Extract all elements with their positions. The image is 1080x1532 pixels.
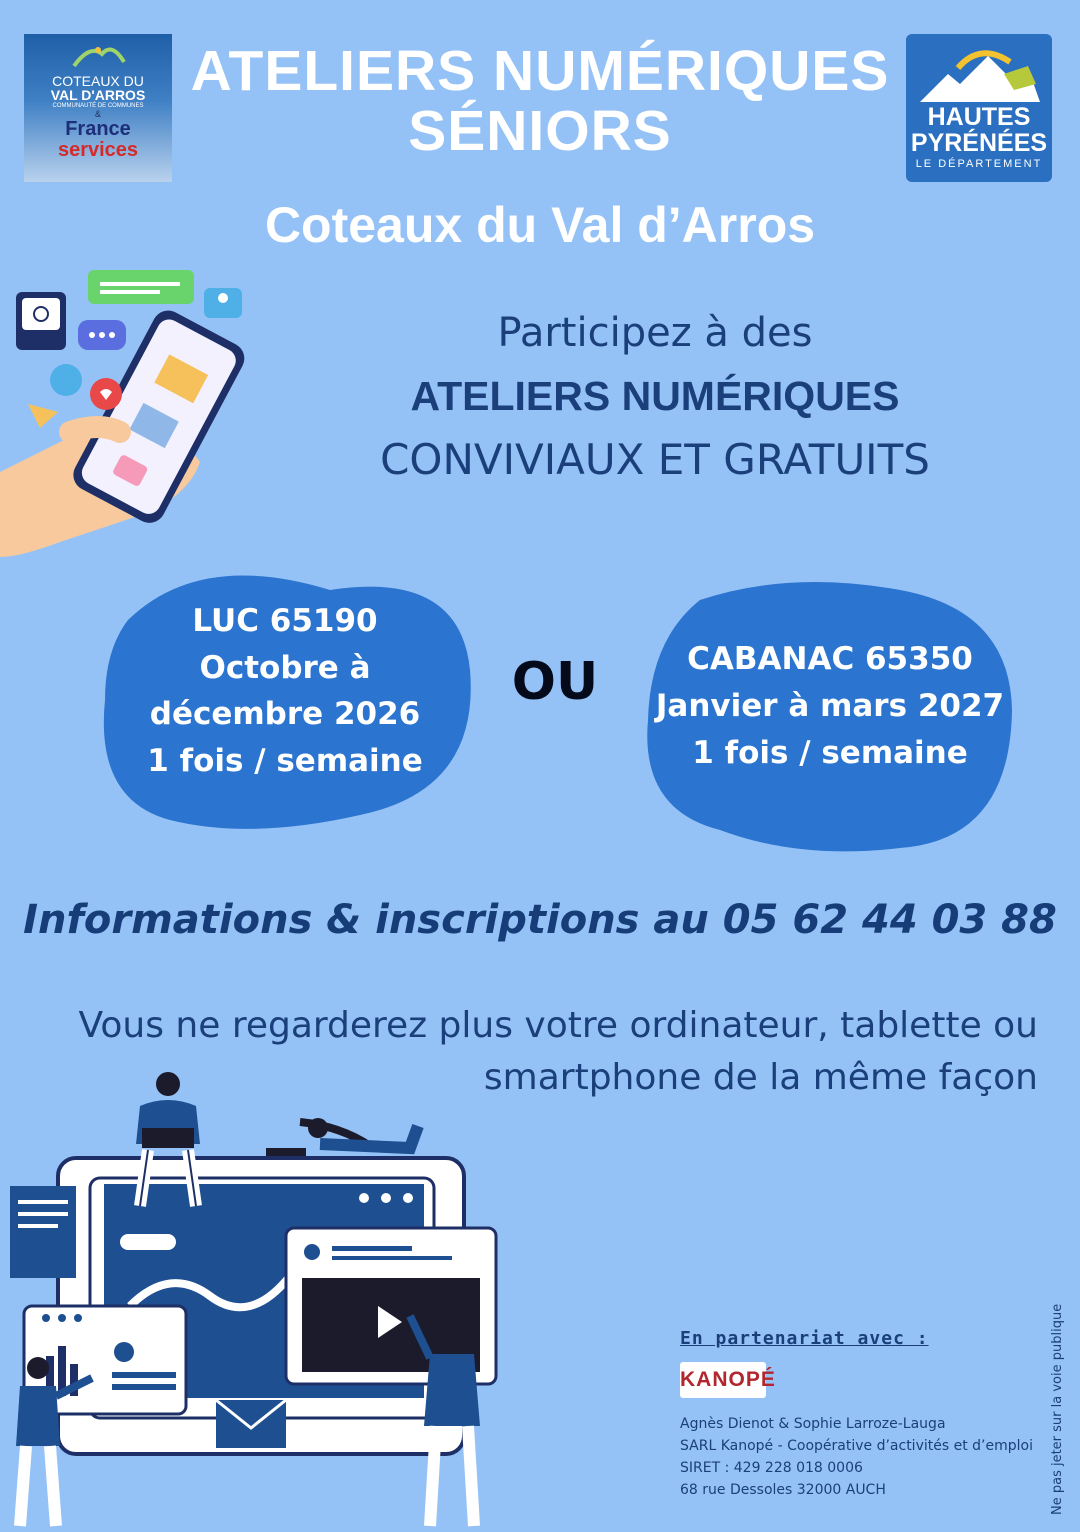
title-line1: ATELIERS NUMÉRIQUES (190, 39, 890, 103)
logo-left-line3: COMMUNAUTÉ DE COMMUNES (52, 103, 144, 109)
kanope-logo: KANOPÉ (680, 1362, 766, 1398)
session-cabanac-place: CABANAC 65350 (687, 641, 973, 677)
logo-left-line6: services (57, 139, 139, 161)
info-phone-line: Informations & inscriptions au 05 62 44 03 88 (23, 897, 1057, 943)
partner-heading: En partenariat avec : (680, 1328, 929, 1349)
phone-hand-illustration (0, 262, 260, 562)
logo-left-line5: France (65, 118, 131, 140)
people-screens-illustration (0, 1066, 510, 1532)
session-luc-frequency: 1 fois / semaine (147, 742, 423, 779)
mountain-peaks-icon (918, 44, 1042, 106)
session-luc-dates-line1: Octobre à (199, 649, 371, 686)
session-cabanac-frequency: 1 fois / semaine (692, 735, 968, 771)
logo-right-line3: LE DÉPARTEMENT (915, 158, 1043, 170)
partner-line-1: Agnès Dienot & Sophie Larroze-Lauga (680, 1416, 946, 1432)
partner-line-3: SIRET : 429 228 018 0006 (680, 1460, 863, 1476)
footer-vertical-note: Ne pas jeter sur la voie publique (1050, 1303, 1065, 1515)
intro-line1: Participez à des (497, 310, 813, 356)
tagline-line1: Vous ne regarderez plus votre ordinateur, tablette ou (78, 1005, 1038, 1046)
tagline-line2: smartphone de la même façon (483, 1057, 1038, 1098)
logo-right-line1: HAUTES (927, 103, 1031, 131)
partner-line-4: 68 rue Dessoles 32000 AUCH (680, 1482, 886, 1498)
mountain-logo-icon (72, 40, 126, 70)
intro-line2: ATELIERS NUMÉRIQUES (410, 373, 900, 419)
coteaux-france-services-logo (24, 34, 172, 182)
session-cabanac-dates: Janvier à mars 2027 (655, 688, 1005, 724)
title-line2: SÉNIORS (408, 99, 672, 163)
session-cabanac (650, 636, 1010, 777)
separator-ou: OU (511, 652, 599, 712)
session-luc (120, 598, 450, 784)
session-luc-dates-line2: décembre 2026 (149, 696, 421, 732)
logo-left-line2: VAL D'ARROS (50, 87, 146, 103)
intro-line3: CONVIVIAUX ET GRATUITS (380, 435, 930, 484)
logo-left-line1: COTEAUX DU (52, 73, 144, 89)
partner-line-2: SARL Kanopé - Coopérative d’activités et d’emploi (680, 1438, 1033, 1454)
logo-left-line4: & (94, 109, 101, 119)
logo-right-line2: PYRÉNÉES (910, 129, 1048, 157)
hautes-pyrenees-logo (906, 34, 1052, 182)
session-luc-place: LUC 65190 (192, 603, 378, 639)
subtitle: Coteaux du Val d’Arros (264, 197, 816, 253)
